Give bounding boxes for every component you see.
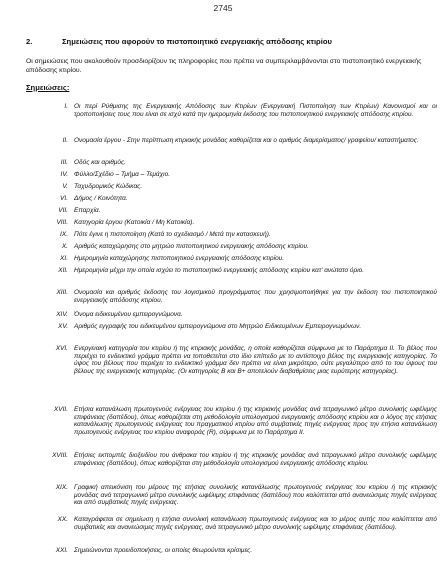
note-numeral: XIX. xyxy=(55,484,68,491)
note-text: Ημερομηνία καταχώρησης πιστοποιητικού ενεργειακής απόδοσης κτιρίου. xyxy=(74,255,285,262)
notes-label: Σημειώσεις: xyxy=(26,83,70,92)
note-text: Φύλλο/Σχέδιο – Τμήμα – Τεμάχιο. xyxy=(74,171,171,178)
note-numeral: VI. xyxy=(60,195,68,202)
note-numeral: XX. xyxy=(57,516,68,523)
note-text: Ονομασία έργου - Στην περίπτωση κτιριακής μονάδας καθορίζεται και ο αριθμός διαμερίσματος/ γραφείου/ καταστήματος. xyxy=(74,137,419,144)
note-numeral: XXI. xyxy=(55,547,68,554)
note-text: Οι περί Ρύθμισης της Ενεργειακής Απόδοσης των Κτιρίων (Ενεργειακή Πιστοποίηση των Κτιρίων) Κανονισμοί και οι τροποποιήσεις τους που είναι σε ισχύ κατά την ημερομηνία έκδοσης του πιστοποιητικού ενεργειακής απόδοσης κτιρίου. xyxy=(74,103,437,118)
section-number: 2. xyxy=(26,37,33,46)
note-text: Οδός και αριθμός. xyxy=(74,159,126,166)
note-numeral: XVI. xyxy=(55,345,68,352)
note-numeral: VII. xyxy=(58,207,68,214)
note-text: Ετήσια κατανάλωση πρωτογενούς ενέργειας του κτιρίου ή της κτιριακής μονάδας ανά τετραγωνικό μέτρο συνολικής ωφέλιμης επιφάνειας (δαπέδου), όπως καθορίζεται στη μεθοδολογία υπολογισμού ενεργειακής απόδοσης κτιρίου και ο λόγος της ετήσιας κατανάλωσης πρωτογενούς ενέργειας του πραγματικού κτιρίου από συμβατικές πηγές ενέργειας προς την ετήσια κατανάλωση πρωτογενούς ενέργειας του κτιρίου αναφοράς (R), σύμφωνα με το Παράρτημα ΙΙ. xyxy=(74,406,437,436)
note-numeral: III. xyxy=(60,159,68,166)
section-title: Σημειώσεις που αφορούν το πιστοποιητικό ενεργειακής απόδοσης κτιρίου xyxy=(62,37,332,46)
note-numeral: II. xyxy=(62,137,68,144)
note-numeral: XIV. xyxy=(56,311,68,318)
note-numeral: IX. xyxy=(60,231,68,238)
page-number: 2745 xyxy=(213,3,233,13)
note-text: Καταγράφεται σε σημείωση η ετήσια συνολική κατανάλωση πρωτογενούς ενέργειας και το μέρος αυτής που καλύπτεται από συμβατικές και ανανεώσιμες πηγές ενέργειας, ανά τετραγωνικό μέτρο συνολικής ωφέλιμης επιφάνειας (δαπέδου). xyxy=(74,516,437,531)
note-text: Πότε έγινε η πιστοποίηση (Κατά το σχεδιασμό / Μετά την κατασκευή). xyxy=(74,231,271,238)
note-numeral: IV. xyxy=(60,171,68,178)
note-numeral: XVIII. xyxy=(52,452,68,459)
intro-paragraph: Οι σημειώσεις που ακολουθούν προσδιορίζουν τις πληροφορίες που πρέπει να συμπεριλαμβάνονται στο πιστοποιητικό ενεργειακής απόδοσης κτιρίου. xyxy=(26,58,422,74)
note-numeral: I. xyxy=(64,103,68,110)
note-text: Ονομασία και αριθμός έκδοσης του λογισμικού προγράμματος που χρησιμοποιήθηκε για την έκδοση του πιστοποιητικού ενεργειακής απόδοσης κτιρίου. xyxy=(74,289,437,304)
note-numeral: XVII. xyxy=(53,406,68,413)
note-text: Σημειώνονται προειδοποιήσεις, οι οποίες θεωρούνται κρίσιμες. xyxy=(74,547,253,554)
note-text: Κατηγορία έργου (Κατοικία / Μη Κατοικία). xyxy=(74,219,195,226)
note-text: Επαρχία. xyxy=(74,207,101,214)
note-text: Γραφική απεικόνιση του μέρους της ετήσιας συνολικής κατανάλωσης πρωτογενούς ενέργειας του κτιρίου ή της κτιριακής μονάδας ανά τετραγωνικό μέτρο συνολικής ωφέλιμης επιφάνειας (δαπέδου) που καλύπτεται από ανανεώσιμες πηγές ενέργειας και από συμβατικές πηγές ενέργειας. xyxy=(74,484,437,507)
note-text: Δήμος / Κοινότητα. xyxy=(74,195,128,202)
note-text: Όνομα ειδικευμένου εμπειρογνώμονα. xyxy=(74,311,183,318)
note-text: Ετήσιες εκπομπές διοξειδίου του άνθρακα του κτιρίου ή της κτιριακής μονάδας ανά τετραγωνικό μέτρο συνολικής ωφέλιμης επιφάνειας (δαπέδου), όπως καθορίζεται στη μεθοδολογία υπολογισμού ενεργειακής απόδοσης κτιρίου. xyxy=(74,452,437,467)
note-text: Ημερομηνία μέχρι την οποία ισχύει το πιστοποιητικό ενεργειακής απόδοσης κτιρίου κατ’ ανώτατο όριο. xyxy=(74,267,365,274)
note-numeral: VIII. xyxy=(56,219,68,226)
note-text: Ενεργειακή κατηγορία του κτιρίου ή της κτιριακής μονάδας, η οποία καθορίζεται σύμφωνα με το Παράρτημα ΙΙ. Το βέλος που περιέχει το ενδεικτικό γράμμα πρέπει να τοποθετείται στο ίδιο επίπεδο με το αντίστοιχο βέλος της ενεργειακής κατηγορίας. Το ύψος του βέλους που περιέχει το ενδεικτικό γράμμα δεν πρέπει να είναι μικρότερο, ούτε μεγαλύτερο από το του ύψους του βέλους της ενεργειακής κατηγορίας. (Οι κατηγορίες Β και Β+ αποτελούν διαβαθμίσεις μιας ευρύτερης κατηγορίας). xyxy=(74,345,437,375)
note-numeral: XV. xyxy=(58,323,68,330)
note-text: Ταχυδρομικός Κώδικας. xyxy=(74,183,143,190)
note-numeral: XIII. xyxy=(56,289,68,296)
note-numeral: XI. xyxy=(60,255,68,262)
note-numeral: XII. xyxy=(58,267,68,274)
note-numeral: V. xyxy=(62,183,68,190)
note-text: Αριθμός καταχώρησης στο μητρώο πιστοποιητικού ενεργειακής απόδοσης κτιρίου. xyxy=(74,243,309,250)
note-numeral: X. xyxy=(61,243,68,250)
note-text: Αριθμός εγγραφής του ειδικευμένου εμπειρογνώμονα στο Μητρώο Ειδικευμένων Εμπειρογνωμόνων. xyxy=(74,323,362,330)
